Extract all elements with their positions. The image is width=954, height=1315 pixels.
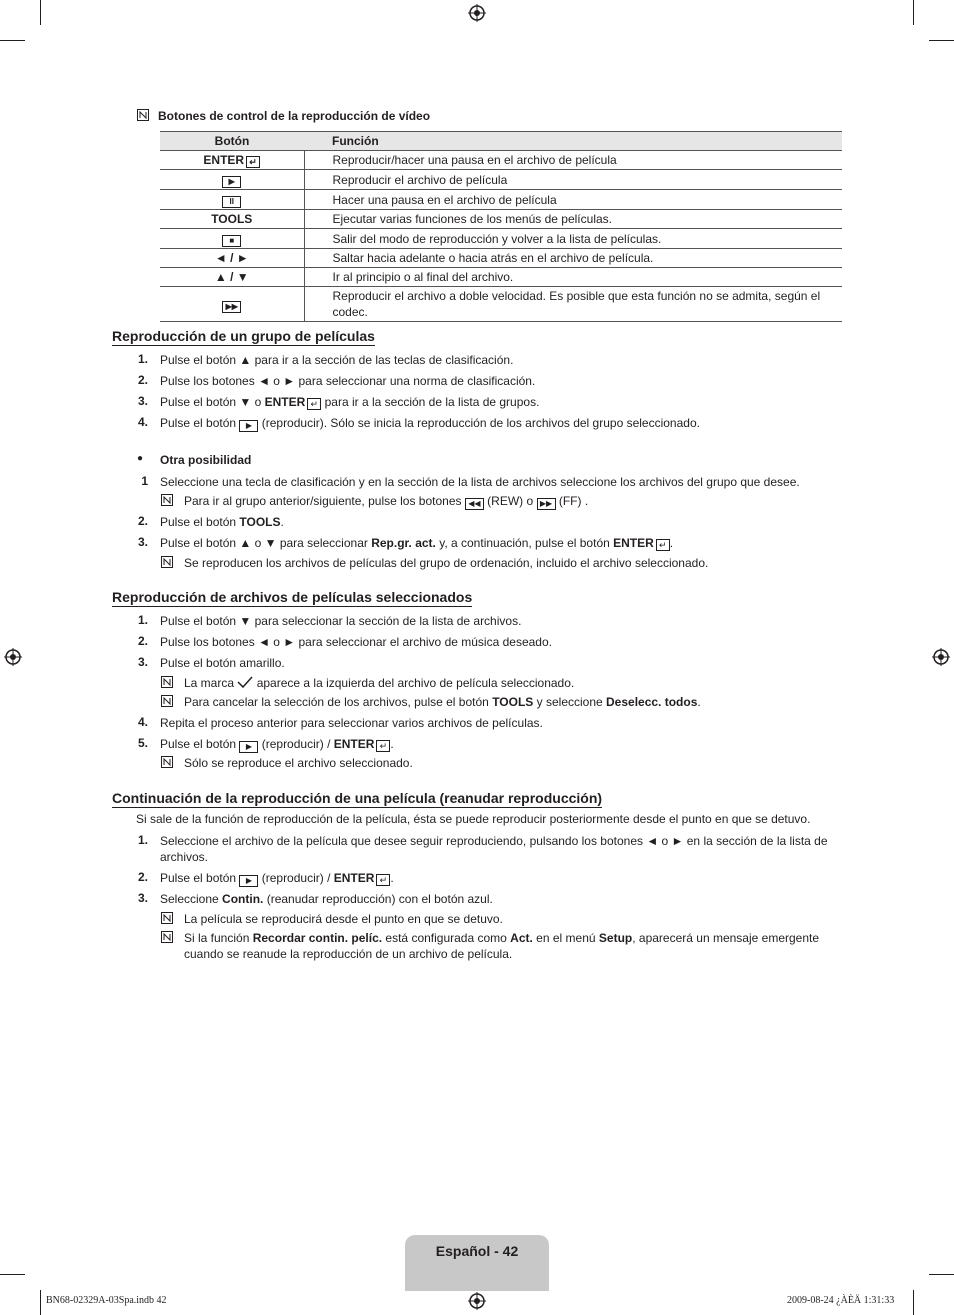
pause-icon: II [222,196,241,208]
step-text: Pulse el botón ▲ o ▼ para seleccionar Rep.gr. act. y, a continuación, pulse el botón ENTER ↵ . [160,536,674,550]
button-cell: TOOLS [160,210,304,229]
button-cell [160,190,304,210]
step-number: 1. [137,833,148,847]
step-number: 1. [137,613,148,627]
crop-mark [913,0,914,25]
step-text: Seleccione el archivo de la película que desee seguir reproduciendo, pulsando los botones ◄ o ► en la sección de la lista de archivos. [160,834,828,864]
button-cell: ENTER ↵ [160,151,304,170]
crop-mark [913,1290,914,1315]
note-text: Para ir al grupo anterior/siguiente, pulse los botones ◀◀ (REW) o ▶▶ (FF) . [184,494,589,508]
registration-mark-icon [468,1292,486,1310]
function-cell: Ir al principio o al final del archivo. [304,268,842,287]
step-number: 4. [137,715,148,729]
note-icon [161,676,173,688]
button-cell: ▲ / ▼ [160,268,304,287]
registration-mark-icon [4,648,22,666]
enter-icon: ↵ [307,398,321,410]
table-row [160,249,842,268]
note-text: Para cancelar la selección de los archivos, pulse el botón TOOLS y seleccione Deselecc. todos. [184,695,701,709]
step-text: Pulse los botones ◄ o ► para seleccionar el archivo de música deseado. [160,635,552,649]
page-number-tab [405,1235,549,1291]
crop-mark [40,1290,41,1315]
step-text: Pulse el botón ▶ (reproducir). Sólo se inicia la reproducción de los archivos del grupo seleccionado. [160,416,700,430]
step-number: 2. [137,870,148,884]
step-text: Seleccione Contin. (reanudar reproducción) con el botón azul. [160,892,493,906]
button-cell [160,287,304,322]
heading-text: Botones de control de la reproducción de vídeo [158,109,431,123]
table-row [160,190,842,210]
table-row [160,151,842,170]
step-number: 1. [137,352,148,366]
step-text: Pulse el botón amarillo. [160,656,285,670]
checkmark-icon [237,676,253,688]
step-number: 5. [137,736,148,750]
note-text: Sólo se reproduce el archivo seleccionado. [184,756,413,770]
step-number: 1 [141,474,148,488]
note-text: Si la función Recordar contin. pelíc. está configurada como Act. en el menú Setup, aparecerá un mensaje emergente cuando se reanude la reproducción de un archivo de película. [184,931,820,961]
function-cell: Reproducir/hacer una pausa en el archivo de película [304,151,842,170]
step-text: Pulse el botón ▶ (reproducir) / ENTER ↵ . [160,737,394,751]
function-cell: Hacer una pausa en el archivo de película [304,190,842,210]
play-icon: ▶ [239,875,258,887]
file-info: BN68-02329A-03Spa.indb 42 [46,1295,167,1306]
bullet-icon: ● [137,453,144,464]
step-number: 2. [137,634,148,648]
step-number: 2. [137,373,148,387]
video-controls-heading [137,109,430,123]
crop-mark [40,0,41,25]
crop-mark [0,40,25,41]
step-number: 3. [137,535,148,549]
step-number: 3. [137,891,148,905]
note-icon [161,931,173,943]
step-number: 2. [137,514,148,528]
step-text: Repita el proceso anterior para seleccionar varios archivos de películas. [160,716,543,730]
registration-mark-icon [468,4,486,22]
video-controls-table [160,131,842,322]
note-icon [161,494,173,506]
step-number: 3. [137,655,148,669]
note-icon [137,109,149,121]
step-text: Pulse el botón TOOLS. [160,515,284,529]
note-icon [161,695,173,707]
section-intro: Si sale de la función de reproducción de la película, ésta se puede reproducir posteriormente desde el punto en que se detuvo. [136,812,811,826]
step-text: Pulse el botón ▼ para seleccionar la sección de la lista de archivos. [160,614,522,628]
table-row [160,210,842,229]
step-text: Pulse los botones ◄ o ► para seleccionar una norma de clasificación. [160,374,536,388]
table-row [160,287,842,322]
enter-icon: ↵ [246,156,260,168]
note-icon [161,556,173,568]
print-timestamp: 2009-08-24 ¿ÀÈÄ 1:31:33 [787,1295,895,1306]
function-cell: Reproducir el archivo a doble velocidad. Es posible que esta función no se admita, según el codec. [304,287,842,322]
note-icon [161,912,173,924]
play-icon: ▶ [239,741,258,753]
note-text: La marca aparece a la izquierda del archivo de película seleccionado. [184,676,575,690]
fast-forward-icon: ▶▶ [537,498,556,510]
section-title: Reproducción de un grupo de películas [112,328,375,344]
step-text: Pulse el botón ▼ o ENTER ↵ para ir a la sección de la lista de grupos. [160,395,540,409]
note-icon [161,756,173,768]
fast-forward-icon: ▶▶ [222,301,241,313]
step-number: 4. [137,415,148,429]
button-cell [160,229,304,249]
enter-icon: ↵ [376,874,390,886]
alt-title: Otra posibilidad [160,453,252,467]
enter-icon: ↵ [656,539,670,551]
step-text: Pulse el botón ▲ para ir a la sección de las teclas de clasificación. [160,353,514,367]
crop-mark [929,40,954,41]
enter-icon: ↵ [376,740,390,752]
step-text: Seleccione una tecla de clasificación y en la sección de la lista de archivos seleccione los archivos del grupo que desee. [160,475,800,489]
col-button-header: Botón [160,132,304,151]
table-row [160,268,842,287]
crop-mark [0,1274,25,1275]
col-function-header: Función [304,132,842,151]
page-label: Español - 42 [435,1243,519,1259]
registration-mark-icon [932,648,950,666]
table-row [160,170,842,190]
button-cell [160,170,304,190]
rewind-icon: ◀◀ [465,498,484,510]
button-cell: ◄ / ► [160,249,304,268]
function-cell: Salir del modo de reproducción y volver a la lista de películas. [304,229,842,249]
step-number: 3. [137,394,148,408]
note-text: Se reproducen los archivos de películas del grupo de ordenación, incluido el archivo seleccionado. [184,556,709,570]
step-text: Pulse el botón ▶ (reproducir) / ENTER ↵ . [160,871,394,885]
function-cell: Reproducir el archivo de película [304,170,842,190]
crop-mark [929,1274,954,1275]
function-cell: Ejecutar varias funciones de los menús de películas. [304,210,842,229]
section-title: Continuación de la reproducción de una película (reanudar reproducción) [112,790,603,806]
note-text: La película se reproducirá desde el punto en que se detuvo. [184,912,503,926]
section-title: Reproducción de archivos de películas seleccionados [112,589,473,605]
play-icon: ▶ [222,176,241,188]
table-header-row [160,132,842,151]
stop-icon: ■ [222,235,241,247]
play-icon: ▶ [239,420,258,432]
table-row [160,229,842,249]
function-cell: Saltar hacia adelante o hacia atrás en el archivo de película. [304,249,842,268]
